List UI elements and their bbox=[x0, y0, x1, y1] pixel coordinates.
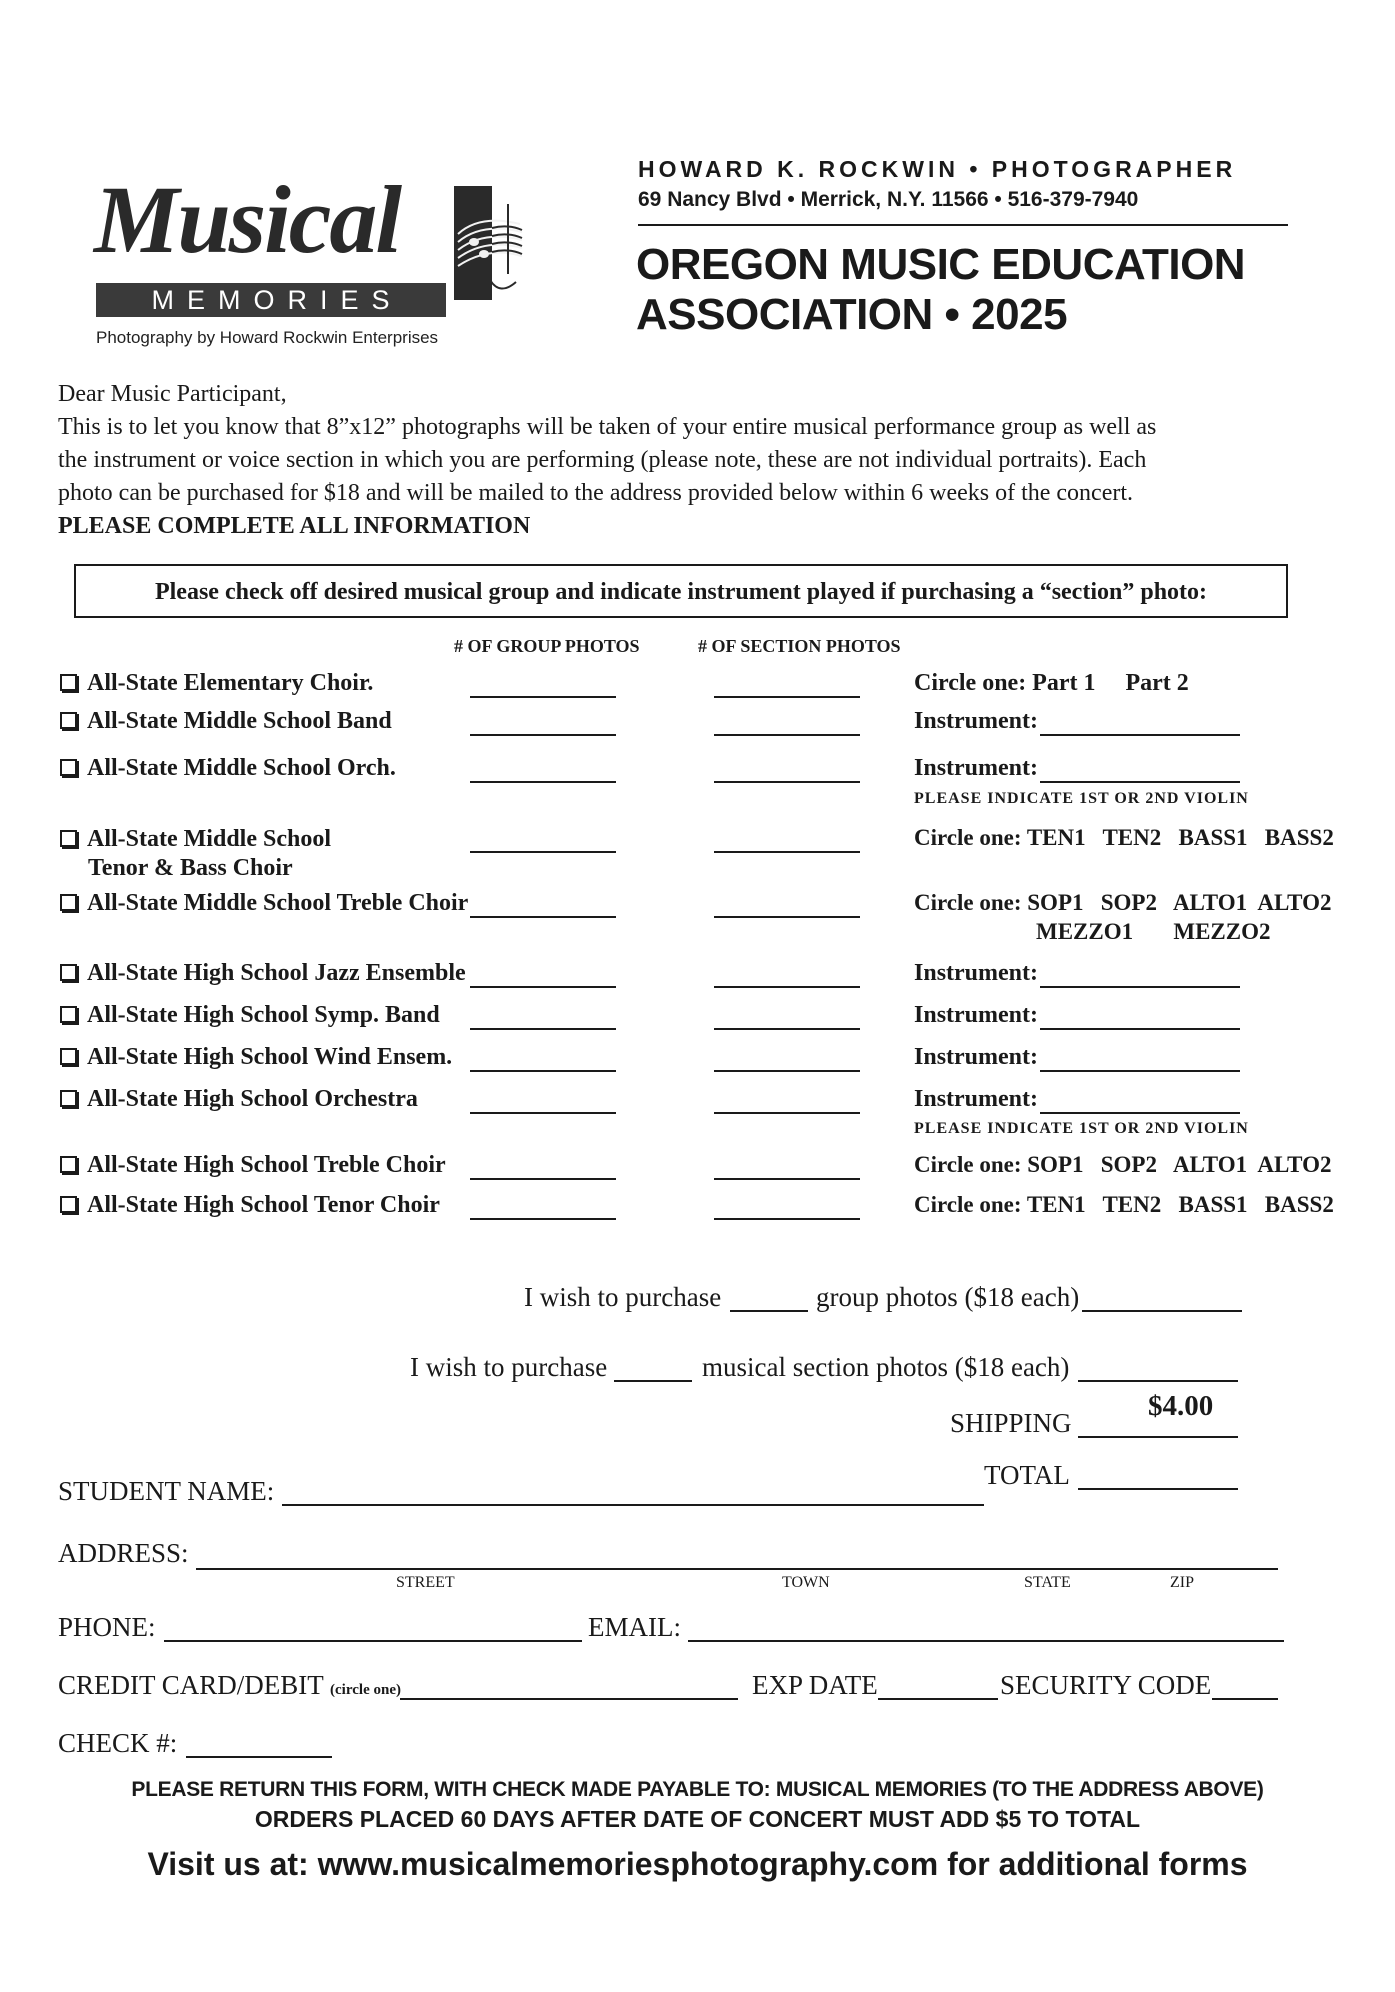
event-title-line1: OREGON MUSIC EDUCATION bbox=[636, 240, 1246, 289]
group-checkbox-label[interactable] bbox=[60, 708, 392, 735]
town-sublabel: TOWN bbox=[782, 1574, 830, 1591]
group-option: Instrument: bbox=[914, 1002, 1038, 1028]
instrument-blank[interactable] bbox=[1040, 1070, 1240, 1072]
group-checkbox-label[interactable] bbox=[60, 670, 373, 697]
music-notes-icon bbox=[450, 184, 528, 302]
logo-band bbox=[96, 283, 446, 317]
group-name: All-State Middle School bbox=[87, 826, 331, 852]
section-photos-blank[interactable] bbox=[714, 1028, 860, 1030]
event-title bbox=[636, 240, 1245, 340]
checkbox-icon[interactable] bbox=[60, 712, 77, 729]
group-option[interactable]: Circle one: SOP1 SOP2 ALTO1 ALTO2 bbox=[914, 890, 1332, 915]
section-photos-blank[interactable] bbox=[714, 1112, 860, 1114]
group-checkbox-label[interactable] bbox=[60, 1044, 452, 1071]
section-photos-blank[interactable] bbox=[714, 781, 860, 783]
photographer-name: HOWARD K. ROCKWIN • PHOTOGRAPHER bbox=[638, 156, 1237, 182]
security-code-label: SECURITY CODE bbox=[1000, 1670, 1212, 1700]
group-name-line2: Tenor & Bass Choir bbox=[88, 855, 293, 881]
group-option-line2[interactable]: MEZZO1 MEZZO2 bbox=[1036, 919, 1271, 944]
section-photos-blank[interactable] bbox=[714, 734, 860, 736]
letter bbox=[58, 378, 1156, 543]
student-name-label: STUDENT NAME: bbox=[58, 1476, 275, 1506]
logo-band-text: MEMORIES bbox=[151, 285, 403, 315]
group-name: All-State High School Treble Choir bbox=[87, 1152, 446, 1178]
group-photos-blank[interactable] bbox=[470, 1178, 616, 1180]
purchase-group-qty-blank[interactable] bbox=[730, 1310, 808, 1312]
group-name: All-State High School Jazz Ensemble bbox=[87, 960, 466, 986]
purchase-section-amount-blank[interactable] bbox=[1078, 1380, 1238, 1382]
shipping-value: $4.00 bbox=[1148, 1390, 1214, 1422]
email-label: EMAIL: bbox=[588, 1612, 681, 1642]
section-photos-blank[interactable] bbox=[714, 986, 860, 988]
checkbox-icon[interactable] bbox=[60, 1090, 77, 1107]
check-label: CHECK #: bbox=[58, 1728, 178, 1758]
purchase-section-suffix: musical section photos ($18 each) bbox=[702, 1352, 1070, 1382]
instruction-box bbox=[74, 564, 1288, 618]
security-code-field[interactable] bbox=[1212, 1698, 1278, 1700]
group-name: All-State Elementary Choir. bbox=[87, 670, 374, 696]
zip-sublabel: ZIP bbox=[1170, 1574, 1194, 1591]
group-checkbox-label[interactable] bbox=[60, 890, 468, 917]
checkbox-icon[interactable] bbox=[60, 1048, 77, 1065]
checkbox-icon[interactable] bbox=[60, 1006, 77, 1023]
column-header-section: # OF SECTION PHOTOS bbox=[698, 636, 901, 656]
letter-line-2: the instrument or voice section in which you are performing (please note, these are not individual portraits). Each bbox=[58, 447, 1147, 473]
check-number-field[interactable] bbox=[186, 1756, 332, 1758]
letter-line-1: This is to let you know that 8”x12” photographs will be taken of your entire musical performance group as well as bbox=[58, 414, 1157, 440]
total-blank[interactable] bbox=[1078, 1488, 1238, 1490]
purchase-group-suffix: group photos ($18 each) bbox=[816, 1282, 1080, 1312]
section-photos-blank[interactable] bbox=[714, 1178, 860, 1180]
letter-salutation: Dear Music Participant, bbox=[58, 381, 287, 407]
checkbox-icon[interactable] bbox=[60, 759, 77, 776]
letter-emphasis: PLEASE COMPLETE ALL INFORMATION bbox=[58, 513, 531, 539]
group-photos-blank[interactable] bbox=[470, 781, 616, 783]
checkbox-icon[interactable] bbox=[60, 894, 77, 911]
return-instructions: PLEASE RETURN THIS FORM, WITH CHECK MADE PAYABLE TO: MUSICAL MEMORIES (TO THE ADDRESS ABOVE) bbox=[131, 1778, 1264, 1801]
group-checkbox-label[interactable] bbox=[60, 960, 466, 987]
group-photos-blank[interactable] bbox=[470, 986, 616, 988]
purchase-section-qty-blank[interactable] bbox=[614, 1380, 692, 1382]
state-sublabel: STATE bbox=[1024, 1574, 1071, 1591]
purchase-group-prefix: I wish to purchase bbox=[524, 1282, 722, 1312]
address-field[interactable] bbox=[196, 1568, 1278, 1570]
checkbox-icon[interactable] bbox=[60, 964, 77, 981]
group-checkbox-label[interactable] bbox=[60, 755, 396, 782]
checkbox-icon[interactable] bbox=[60, 1196, 77, 1213]
exp-date-field[interactable] bbox=[878, 1698, 998, 1700]
instrument-blank[interactable] bbox=[1040, 986, 1240, 988]
group-photos-blank[interactable] bbox=[470, 734, 616, 736]
email-field[interactable] bbox=[688, 1640, 1284, 1642]
checkbox-icon[interactable] bbox=[60, 830, 77, 847]
student-name-field[interactable] bbox=[282, 1504, 984, 1506]
card-number-field[interactable] bbox=[400, 1698, 738, 1700]
group-option[interactable]: Circle one: Part 1 Part 2 bbox=[914, 670, 1189, 696]
section-photos-blank[interactable] bbox=[714, 1218, 860, 1220]
letter-line-3: photo can be purchased for $18 and will be mailed to the address provided below within 6 weeks of the concert. bbox=[58, 480, 1134, 506]
group-option: Instrument: bbox=[914, 960, 1038, 986]
purchase-section-prefix: I wish to purchase bbox=[410, 1352, 608, 1382]
phone-field[interactable] bbox=[164, 1640, 582, 1642]
shipping-label: SHIPPING bbox=[950, 1408, 1072, 1438]
group-photos-blank[interactable] bbox=[470, 1070, 616, 1072]
column-header-group: # OF GROUP PHOTOS bbox=[454, 636, 640, 656]
group-name: All-State Middle School Band bbox=[87, 708, 392, 734]
event-title-line2: ASSOCIATION • 2025 bbox=[636, 290, 1068, 339]
address-label: ADDRESS: bbox=[58, 1538, 189, 1568]
group-photos-blank[interactable] bbox=[470, 1218, 616, 1220]
section-photos-blank[interactable] bbox=[714, 1070, 860, 1072]
group-photos-blank[interactable] bbox=[470, 916, 616, 918]
card-circle-note: (circle one) bbox=[330, 1682, 401, 1698]
group-name: All-State High School Symp. Band bbox=[87, 1002, 440, 1028]
website-link[interactable]: Visit us at: www.musicalmemoriesphotography.com for additional forms bbox=[147, 1846, 1248, 1882]
group-name: All-State Middle School Orch. bbox=[87, 755, 396, 781]
group-photos-blank[interactable] bbox=[470, 696, 616, 698]
section-photos-blank[interactable] bbox=[714, 696, 860, 698]
group-checkbox-label[interactable] bbox=[60, 1152, 446, 1179]
instruction-text: Please check off desired musical group and indicate instrument played if purchasing a “section” photo: bbox=[154, 579, 1208, 605]
purchase-group-amount-blank[interactable] bbox=[1082, 1310, 1242, 1312]
violin-note: PLEASE INDICATE 1ST OR 2ND VIOLIN bbox=[914, 1120, 1249, 1137]
instrument-blank[interactable] bbox=[1040, 1028, 1240, 1030]
group-checkbox-label[interactable] bbox=[60, 1192, 440, 1219]
card-label-text: CREDIT CARD/DEBIT bbox=[58, 1670, 324, 1700]
checkbox-icon[interactable] bbox=[60, 1156, 77, 1173]
exp-date-label: EXP DATE bbox=[752, 1670, 878, 1700]
group-name: All-State High School Wind Ensem. bbox=[87, 1044, 453, 1070]
logo bbox=[92, 168, 552, 358]
group-option: Instrument: bbox=[914, 708, 1038, 734]
group-option[interactable]: Circle one: TEN1 TEN2 BASS1 BASS2 bbox=[914, 825, 1334, 850]
group-photos-blank[interactable] bbox=[470, 851, 616, 853]
group-option: Instrument: bbox=[914, 755, 1038, 781]
group-checkbox-label[interactable] bbox=[60, 1002, 440, 1029]
group-checkbox-label[interactable] bbox=[60, 825, 331, 883]
group-name: All-State High School Orchestra bbox=[87, 1086, 418, 1112]
group-option: Instrument: bbox=[914, 1086, 1038, 1112]
street-sublabel: STREET bbox=[396, 1574, 455, 1591]
card-label[interactable] bbox=[58, 1670, 401, 1701]
shipping-blank bbox=[1078, 1436, 1238, 1438]
group-photos-blank[interactable] bbox=[470, 1028, 616, 1030]
group-photos-blank[interactable] bbox=[470, 1112, 616, 1114]
phone-label: PHONE: bbox=[58, 1612, 156, 1642]
logo-script: Musical bbox=[94, 166, 401, 273]
group-option: Instrument: bbox=[914, 1044, 1038, 1070]
instrument-blank[interactable] bbox=[1040, 734, 1240, 736]
group-name: All-State High School Tenor Choir bbox=[87, 1192, 440, 1218]
section-photos-blank[interactable] bbox=[714, 851, 860, 853]
header-divider bbox=[638, 224, 1288, 226]
group-name: All-State Middle School Treble Choir bbox=[87, 890, 469, 916]
section-photos-blank[interactable] bbox=[714, 916, 860, 918]
checkbox-icon[interactable] bbox=[60, 674, 77, 691]
group-option[interactable]: Circle one: TEN1 TEN2 BASS1 BASS2 bbox=[914, 1192, 1334, 1217]
logo-tagline: Photography by Howard Rockwin Enterprises bbox=[96, 328, 439, 347]
late-order-notice: ORDERS PLACED 60 DAYS AFTER DATE OF CONCERT MUST ADD $5 TO TOTAL bbox=[254, 1806, 1141, 1832]
violin-note: PLEASE INDICATE 1ST OR 2ND VIOLIN bbox=[914, 790, 1249, 807]
instrument-blank[interactable] bbox=[1040, 1112, 1240, 1114]
photographer-address: 69 Nancy Blvd • Merrick, N.Y. 11566 • 516-379-7940 bbox=[638, 188, 1139, 211]
instrument-blank[interactable] bbox=[1040, 781, 1240, 783]
group-checkbox-label[interactable] bbox=[60, 1086, 418, 1113]
group-option[interactable]: Circle one: SOP1 SOP2 ALTO1 ALTO2 bbox=[914, 1152, 1332, 1177]
total-label: TOTAL bbox=[984, 1460, 1070, 1490]
